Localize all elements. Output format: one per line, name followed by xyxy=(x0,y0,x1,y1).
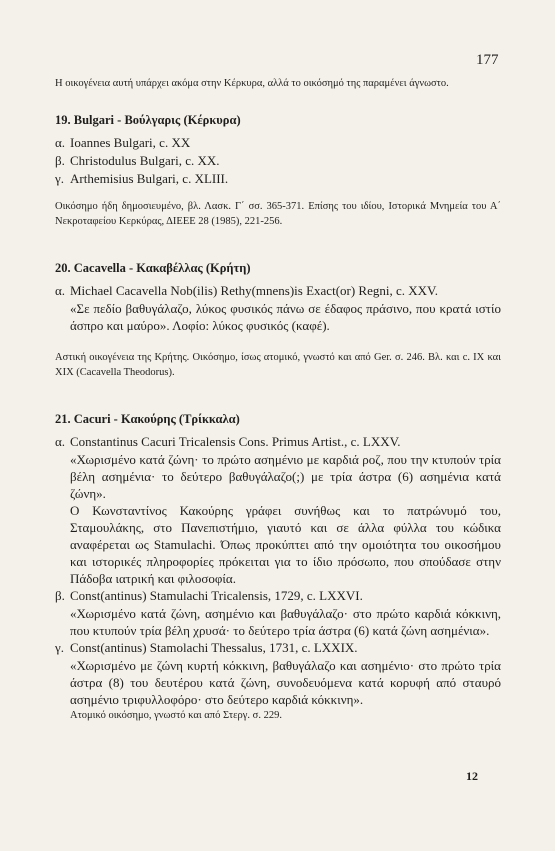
section-title-20: 20. Cacavella - Κακαβέλλας (Κρήτη) xyxy=(55,261,251,275)
entry-19c xyxy=(55,170,501,188)
blazon-quote: «Χωρισμένο κατά ζώνη, ασημένιο και βαθυγάλαζο· στο πρώτο καρδιά κόκκινη, που κτυπούν τρία βέλη χρυσά· το δεύτερο τρία άστρα (6) κατά ζώνη ασημένια». xyxy=(70,606,501,638)
entry-text: Arthemisius Bulgari, c. XLIII. xyxy=(70,171,229,186)
entry-text: Michael Cacavella Nob(ilis) Rethy(mnens)is Exact(or) Regni, c. XXV. xyxy=(70,283,438,298)
page-number-bottom: 12 xyxy=(466,769,478,783)
blazon-quote: «Χωρισμένο κατά ζώνη· το πρώτο ασημένιο με καρδιά ροζ, που την κτυπούν τρία βέλη ασημένια· το δεύτερο βαθυγάλαζο(;) με τρία άστρα (6) ασημένια κατά ζώνη». xyxy=(70,452,501,501)
section-note-19: Οικόσημο ήδη δημοσιευμένο, βλ. Λασκ. Γ΄ σσ. 365-371. Επίσης του ιδίου, Ιστορικά Μνημεία του Α΄ Νεκροταφείου Κερκύρας, ΔΙΕΕΕ 28 (1985), 221-256. xyxy=(55,200,501,227)
entry-20a xyxy=(55,282,501,300)
section-title-19: 19. Bulgari - Βούλγαρις (Κέρκυρα) xyxy=(55,113,241,127)
section-title-21: 21. Cacuri - Κακούρης (Τρίκκαλα) xyxy=(55,412,240,426)
page-number-top: 177 xyxy=(476,52,499,68)
entry-text: Const(antinus) Stamulachi Tricalensis, 1729, c. LXXVI. xyxy=(70,588,363,603)
entry-text: Const(antinus) Stamolachi Thessalus, 1731, c. LXXIX. xyxy=(70,640,358,655)
entry-19a xyxy=(55,134,501,152)
entry-label: γ. xyxy=(55,171,64,186)
entry-label: α. xyxy=(55,434,66,449)
entry-21b xyxy=(55,587,501,605)
entry-label: γ. xyxy=(55,640,64,655)
entry-label: β. xyxy=(55,588,65,603)
entry-label: α. xyxy=(55,135,66,150)
intro-note: Η οικογένεια αυτή υπάρχει ακόμα στην Κέρκυρα, αλλά το οικόσημό της παραμένει άγνωστο. xyxy=(55,78,449,89)
entry-text: Christodulus Bulgari, c. XX. xyxy=(70,153,220,168)
entry-text: Constantinus Cacuri Tricalensis Cons. Primus Artist., c. LXXV. xyxy=(70,434,401,449)
entry-21c xyxy=(55,639,501,657)
entry-text: Ioannes Bulgari, c. XX xyxy=(70,135,191,150)
entry-label: α. xyxy=(55,283,66,298)
section-note-21: Ατομικό οικόσημο, γνωστό και από Στεργ. σ. 229. xyxy=(70,710,282,721)
entry-label: β. xyxy=(55,153,65,168)
commentary-paragraph: Ο Κωνσταντίνος Κακούρης γράφει συνήθως και το πατρώνυμό του, Σταμουλάκης, στο Πανεπιστήμιο, γιαυτό και σε άλλα φύλλα του κώδικα αναφέρεται ως Stamulachi. Όπως προκύπτει από την ομοιότητα του οικοσήμου και ιστορικές πληροφορίες πρόκειται για το ίδιο πρόσωπο, που σπούδασε στην Πάδοβα ιατρική και φιλοσοφία. xyxy=(70,503,501,586)
blazon-quote: «Σε πεδίο βαθυγάλαζο, λύκος φυσικός πάνω σε έδαφος πράσινο, που κρατά ιστίο άσπρο και μαύρο». Λοφίο: λύκος φυσικός (καφέ). xyxy=(70,301,501,333)
blazon-quote: «Χωρισμένο με ζώνη κυρτή κόκκινη, βαθυγάλαζο και ασημένιο· στο πρώτο τρία άστρα (8) του δευτέρου κατά ζώνη, συνοδευόμενα κατά κορυφή από σταυρό ασημένιο τριφυλλοφόρο· στο δεύτερο καρδιά κόκκινη». xyxy=(70,658,501,707)
entry-21a xyxy=(55,433,501,451)
section-note-20: Αστική οικογένεια της Κρήτης. Οικόσημο, ίσως ατομικό, γνωστό και από Ger. σ. 246. Βλ. και c. IX και XIX (Cacavella Theodorus). xyxy=(55,351,501,378)
entry-19b xyxy=(55,152,501,170)
page-content xyxy=(55,76,501,723)
